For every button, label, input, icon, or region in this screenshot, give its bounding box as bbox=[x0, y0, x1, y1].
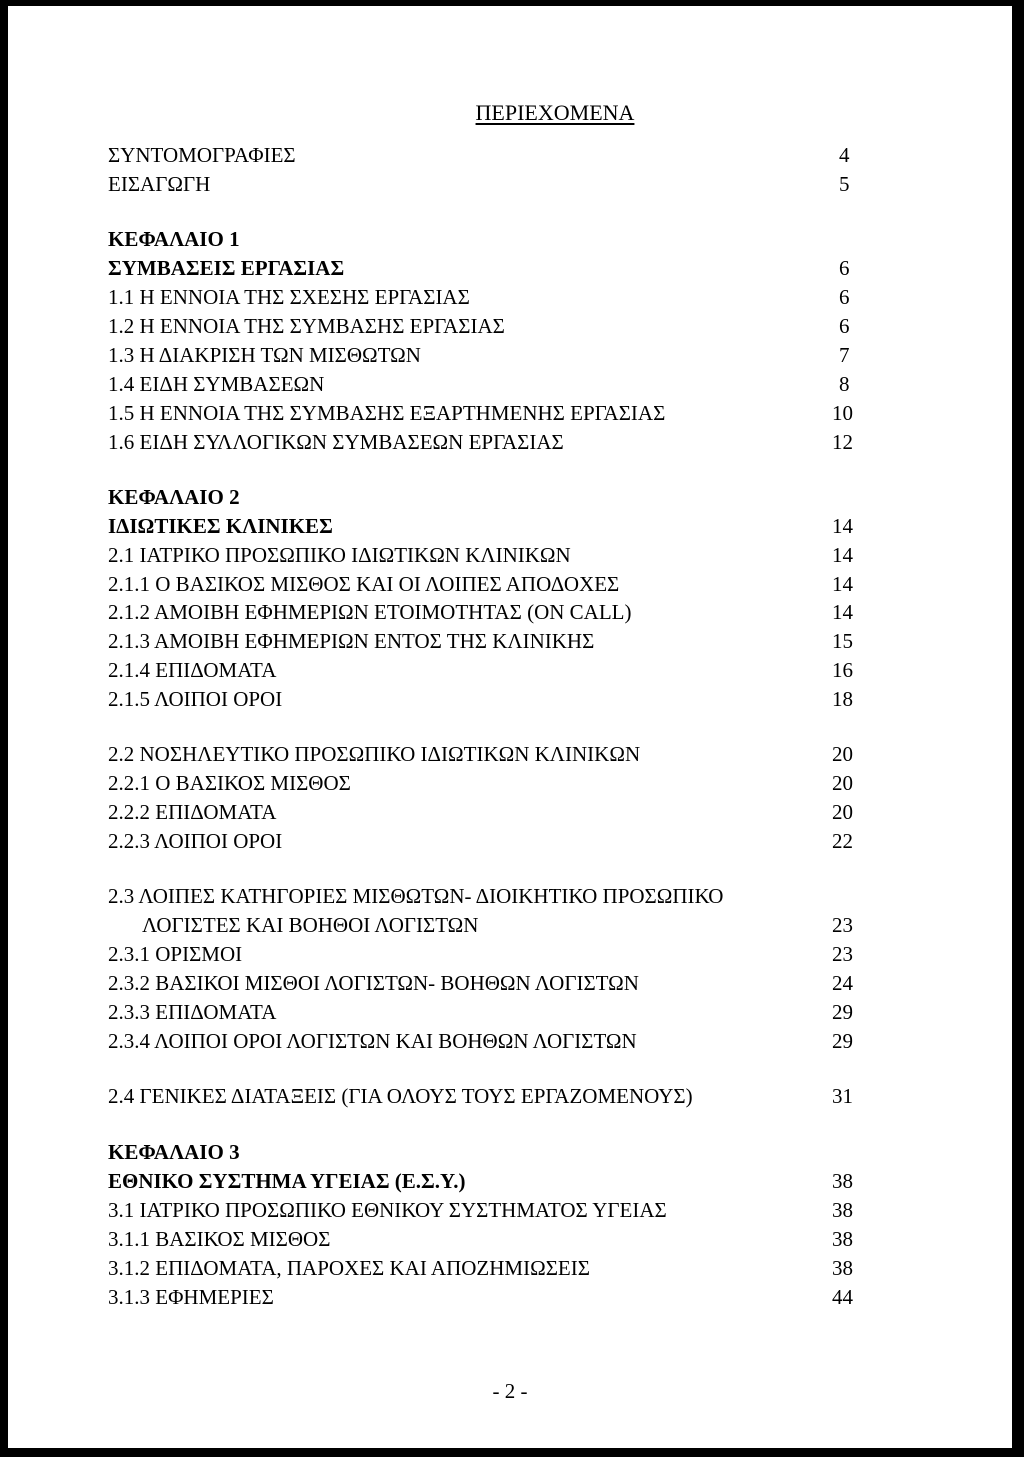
toc-entry-title: 1.6 ΕΙΔΗ ΣΥΛΛΟΓΙΚΩΝ ΣΥΜΒΑΣΕΩΝ ΕΡΓΑΣΙΑΣ bbox=[108, 430, 564, 454]
toc-entry bbox=[8, 1168, 1012, 1194]
toc-entry bbox=[8, 484, 1012, 510]
toc-entry bbox=[8, 1197, 1012, 1223]
toc-entry-page: 8 bbox=[839, 372, 850, 396]
toc-entry bbox=[8, 142, 1012, 168]
toc-entry bbox=[8, 970, 1012, 996]
toc-entry bbox=[8, 686, 1012, 712]
toc-entry-title: 1.3 Η ΔΙΑΚΡΙΣΗ ΤΩΝ ΜΙΣΘΩΤΩΝ bbox=[108, 343, 421, 367]
toc-entry bbox=[8, 571, 1012, 597]
toc-entry-page: 20 bbox=[832, 800, 853, 824]
toc-entry bbox=[8, 400, 1012, 426]
toc-entry-title: 1.5 Η ΕΝΝΟΙΑ ΤΗΣ ΣΥΜΒΑΣΗΣ ΕΞΑΡΤΗΜΕΝΗΣ ΕΡΓΑΣΙΑΣ bbox=[108, 401, 666, 425]
toc-entry-page: 24 bbox=[832, 971, 853, 995]
toc-entry bbox=[8, 284, 1012, 310]
toc-entry bbox=[8, 799, 1012, 825]
toc-entry-page: 38 bbox=[832, 1227, 853, 1251]
document-page bbox=[8, 6, 1012, 1448]
toc-entry-title: 2.3.3 ΕΠΙΔΟΜΑΤΑ bbox=[108, 1000, 277, 1024]
toc-entry-page: 23 bbox=[832, 913, 853, 937]
toc-entry-page: 20 bbox=[832, 771, 853, 795]
toc-entry-page: 29 bbox=[832, 1000, 853, 1024]
toc-entry-title: 2.3.2 ΒΑΣΙΚΟΙ ΜΙΣΘΟΙ ΛΟΓΙΣΤΩΝ- ΒΟΗΘΩΝ ΛΟΓΙΣΤΩΝ bbox=[108, 971, 639, 995]
toc-entry bbox=[8, 657, 1012, 683]
toc-entry-title: 1.1 Η ΕΝΝΟΙΑ ΤΗΣ ΣΧΕΣΗΣ ΕΡΓΑΣΙΑΣ bbox=[108, 285, 470, 309]
toc-entry-page: 29 bbox=[832, 1029, 853, 1053]
toc-entry-page: 20 bbox=[832, 742, 853, 766]
toc-entry-title: 3.1 ΙΑΤΡΙΚΟ ΠΡΟΣΩΠΙΚΟ ΕΘΝΙΚΟΥ ΣΥΣΤΗΜΑΤΟΣ ΥΓΕΙΑΣ bbox=[108, 1198, 667, 1222]
toc-entry-title: 2.2 ΝΟΣΗΛΕΥΤΙΚΟ ΠΡΟΣΩΠΙΚΟ ΙΔΙΩΤΙΚΩΝ ΚΛΙΝΙΚΩΝ bbox=[108, 742, 641, 766]
toc-entry bbox=[8, 1139, 1012, 1165]
toc-entry bbox=[8, 513, 1012, 539]
toc-entry-page: 14 bbox=[832, 572, 853, 596]
toc-entry-title: ΣΥΝΤΟΜΟΓΡΑΦΙΕΣ bbox=[108, 143, 296, 167]
toc-entry-title: 3.1.2 ΕΠΙΔΟΜΑΤΑ, ΠΑΡΟΧΕΣ ΚΑΙ ΑΠΟΖΗΜΙΩΣΕΙΣ bbox=[108, 1256, 590, 1280]
toc-entry-page: 14 bbox=[832, 543, 853, 567]
toc-entry-page: 6 bbox=[839, 285, 850, 309]
toc-entry bbox=[8, 999, 1012, 1025]
toc-entry-page: 12 bbox=[832, 430, 853, 454]
toc-entry-page: 31 bbox=[832, 1084, 853, 1108]
toc-entry bbox=[8, 628, 1012, 654]
toc-entry-page: 6 bbox=[839, 314, 850, 338]
toc-entry-page: 38 bbox=[832, 1256, 853, 1280]
toc-entry-page: 7 bbox=[839, 343, 850, 367]
toc-entry-title: 2.1.2 ΑΜΟΙΒΗ ΕΦΗΜΕΡΙΩΝ ΕΤΟΙΜΟΤΗΤΑΣ (ON CALL) bbox=[108, 600, 632, 624]
toc-entry bbox=[8, 226, 1012, 252]
toc-entry-title: 2.1.1 Ο ΒΑΣΙΚΟΣ ΜΙΣΘΟΣ ΚΑΙ ΟΙ ΛΟΙΠΕΣ ΑΠΟΔΟΧΕΣ bbox=[108, 572, 620, 596]
toc-entry-title: 2.3.1 ΟΡΙΣΜΟΙ bbox=[108, 942, 243, 966]
toc-entry bbox=[8, 255, 1012, 281]
toc-entry-title: ΚΕΦΑΛΑΙΟ 2 bbox=[108, 485, 240, 509]
toc-entry-page: 4 bbox=[839, 143, 850, 167]
toc-entry bbox=[8, 770, 1012, 796]
toc-entry-title: 3.1.3 ΕΦΗΜΕΡΙΕΣ bbox=[108, 1285, 274, 1309]
toc-entry-title: 2.3 ΛΟΙΠΕΣ ΚΑΤΗΓΟΡΙΕΣ ΜΙΣΘΩΤΩΝ- ΔΙΟΙΚΗΤΙΚΟ ΠΡΟΣΩΠΙΚΟ bbox=[108, 884, 724, 908]
toc-entry-title: 2.1.4 ΕΠΙΔΟΜΑΤΑ bbox=[108, 658, 277, 682]
toc-entry bbox=[8, 883, 1012, 909]
toc-entry bbox=[8, 1028, 1012, 1054]
toc-entry bbox=[8, 1083, 1012, 1109]
toc-entry-title: ΚΕΦΑΛΑΙΟ 1 bbox=[108, 227, 240, 251]
toc-entry bbox=[8, 542, 1012, 568]
toc-entry-title: 2.4 ΓΕΝΙΚΕΣ ΔΙΑΤΑΞΕΙΣ (ΓΙΑ ΟΛΟΥΣ ΤΟΥΣ ΕΡΓΑΖΟΜΕΝΟΥΣ) bbox=[108, 1084, 693, 1108]
toc-entry-title: 3.1.1 ΒΑΣΙΚΟΣ ΜΙΣΘΟΣ bbox=[108, 1227, 331, 1251]
toc-entry-title: ΕΙΣΑΓΩΓΗ bbox=[108, 172, 211, 196]
toc-entry-page: 6 bbox=[839, 256, 850, 280]
toc-entry-title: 1.2 Η ΕΝΝΟΙΑ ΤΗΣ ΣΥΜΒΑΣΗΣ ΕΡΓΑΣΙΑΣ bbox=[108, 314, 505, 338]
toc-entry bbox=[8, 1255, 1012, 1281]
toc-entry-page: 18 bbox=[832, 687, 853, 711]
toc-entry-title: ΛΟΓΙΣΤΕΣ ΚΑΙ ΒΟΗΘΟΙ ΛΟΓΙΣΤΩΝ bbox=[142, 913, 479, 937]
toc-entry-page: 5 bbox=[839, 172, 850, 196]
toc-entry-title: 1.4 ΕΙΔΗ ΣΥΜΒΑΣΕΩΝ bbox=[108, 372, 325, 396]
toc-entry-title: 2.2.2 ΕΠΙΔΟΜΑΤΑ bbox=[108, 800, 277, 824]
toc-entry-title: ΙΔΙΩΤΙΚΕΣ ΚΛΙΝΙΚΕΣ bbox=[108, 514, 333, 538]
toc-entry-page: 38 bbox=[832, 1198, 853, 1222]
toc-entry-page: 14 bbox=[832, 600, 853, 624]
toc-entry-title: 2.1 ΙΑΤΡΙΚΟ ΠΡΟΣΩΠΙΚΟ ΙΔΙΩΤΙΚΩΝ ΚΛΙΝΙΚΩΝ bbox=[108, 543, 571, 567]
toc-entry-title: 2.2.3 ΛΟΙΠΟΙ ΟΡΟΙ bbox=[108, 829, 283, 853]
toc-entry-title: 2.1.5 ΛΟΙΠΟΙ ΟΡΟΙ bbox=[108, 687, 283, 711]
toc-entry-title: 2.2.1 Ο ΒΑΣΙΚΟΣ ΜΙΣΘΟΣ bbox=[108, 771, 351, 795]
toc-entry-page: 22 bbox=[832, 829, 853, 853]
toc-entry bbox=[8, 599, 1012, 625]
toc-entry-page: 16 bbox=[832, 658, 853, 682]
toc-entry-page: 38 bbox=[832, 1169, 853, 1193]
toc-entry-title: ΣΥΜΒΑΣΕΙΣ ΕΡΓΑΣΙΑΣ bbox=[108, 256, 345, 280]
toc-entry bbox=[8, 941, 1012, 967]
table-of-contents bbox=[8, 6, 1012, 1448]
toc-entry-page: 44 bbox=[832, 1285, 853, 1309]
toc-entry bbox=[8, 741, 1012, 767]
toc-entry bbox=[8, 828, 1012, 854]
toc-entry bbox=[8, 342, 1012, 368]
toc-entry-page: 14 bbox=[832, 514, 853, 538]
toc-entry bbox=[8, 1284, 1012, 1310]
toc-entry bbox=[8, 912, 1012, 938]
toc-entry-page: 10 bbox=[832, 401, 853, 425]
toc-entry-title: 2.3.4 ΛΟΙΠΟΙ ΟΡΟΙ ΛΟΓΙΣΤΩΝ ΚΑΙ ΒΟΗΘΩΝ ΛΟΓΙΣΤΩΝ bbox=[108, 1029, 637, 1053]
toc-entry-page: 15 bbox=[832, 629, 853, 653]
toc-entry bbox=[8, 371, 1012, 397]
toc-entry bbox=[8, 171, 1012, 197]
toc-entry bbox=[8, 1226, 1012, 1252]
page-title: ΠΕΡΙΕΧΟΜΕΝΑ bbox=[475, 100, 635, 125]
toc-entry-page: 23 bbox=[832, 942, 853, 966]
toc-entry-title: ΚΕΦΑΛΑΙΟ 3 bbox=[108, 1140, 240, 1164]
toc-entry bbox=[8, 429, 1012, 455]
toc-entry bbox=[8, 313, 1012, 339]
page-number: - 2 - bbox=[492, 1379, 528, 1403]
toc-entry-title: ΕΘΝΙΚΟ ΣΥΣΤΗΜΑ ΥΓΕΙΑΣ (Ε.Σ.Υ.) bbox=[108, 1169, 466, 1193]
toc-entry-title: 2.1.3 ΑΜΟΙΒΗ ΕΦΗΜΕΡΙΩΝ ΕΝΤΟΣ ΤΗΣ ΚΛΙΝΙΚΗΣ bbox=[108, 629, 595, 653]
